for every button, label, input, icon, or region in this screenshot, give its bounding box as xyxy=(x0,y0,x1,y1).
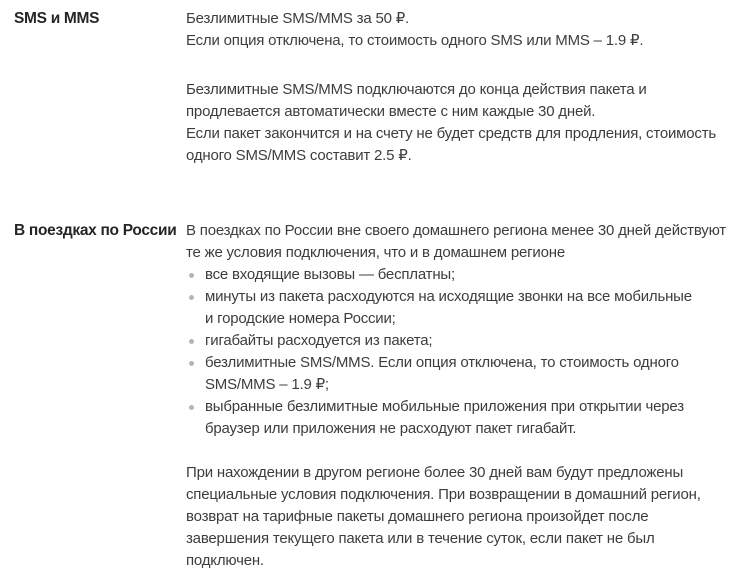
text-line: браузер или приложения не расходуют пакет гигабайт. xyxy=(205,420,577,437)
list-item-gigabytes xyxy=(186,330,741,352)
section-travel-russia xyxy=(0,220,741,572)
text-line: безлимитные SMS/MMS. Если опция отключена, то стоимость одного xyxy=(205,354,679,371)
bullet-text xyxy=(205,286,741,330)
text-line: продлевается автоматически вместе с ним каждые 30 дней. xyxy=(186,103,596,120)
text-line: все входящие вызовы — бесплатны; xyxy=(205,266,455,283)
label-column xyxy=(0,220,186,242)
text-line: Если пакет закончится и на счету не будет средств для продления, стоимость xyxy=(186,125,717,142)
text-line: Если опция отключена, то стоимость одного SMS или MMS – 1.9 ₽. xyxy=(186,32,644,49)
text-line: завершения текущего пакета или в течение суток, если пакет не был xyxy=(186,530,655,547)
content-column xyxy=(186,8,741,167)
text-line: Безлимитные SMS/MMS подключаются до конца действия пакета и xyxy=(186,81,647,98)
bullet-text xyxy=(205,396,741,440)
text-line: специальные условия подключения. При возвращении в домашний регион, xyxy=(186,486,701,503)
bullet-icon xyxy=(189,361,194,366)
list-item-incoming-calls xyxy=(186,264,741,286)
paragraph-sms-price xyxy=(186,8,741,52)
section-label-travel-russia: В поездках по России xyxy=(14,222,177,239)
text-line: подключен. xyxy=(186,552,264,569)
text-line: В поездках по России вне своего домашнего региона менее 30 дней действуют xyxy=(186,222,726,239)
label-column xyxy=(0,8,186,30)
paragraph-travel-intro xyxy=(186,220,741,264)
text-line: При нахождении в другом регионе более 30 дней вам будут предложены xyxy=(186,464,684,481)
text-line: выбранные безлимитные мобильные приложения при открытии через xyxy=(205,398,684,415)
text-line: гигабайты расходуется из пакета; xyxy=(205,332,433,349)
paragraph-other-region xyxy=(186,462,741,572)
bullet-icon xyxy=(189,273,194,278)
text-line: SMS/MMS – 1.9 ₽; xyxy=(205,376,329,393)
content-column xyxy=(186,220,741,572)
section-label-sms-mms: SMS и MMS xyxy=(14,10,100,27)
text-line: минуты из пакета расходуются на исходящие звонки на все мобильные xyxy=(205,288,692,305)
bullet-icon xyxy=(189,295,194,300)
text-line: одного SMS/MMS составит 2.5 ₽. xyxy=(186,147,412,164)
list-item-package-minutes xyxy=(186,286,741,330)
text-line: возврат на тарифные пакеты домашнего региона произойдет после xyxy=(186,508,649,525)
list-item-unlimited-sms xyxy=(186,352,741,396)
bullet-icon xyxy=(189,405,194,410)
section-sms-mms xyxy=(0,8,741,167)
bullet-text xyxy=(205,330,741,352)
list-item-unlimited-apps xyxy=(186,396,741,440)
text-line: те же условия подключения, что и в домашнем регионе xyxy=(186,244,565,261)
text-line: Безлимитные SMS/MMS за 50 ₽. xyxy=(186,10,410,27)
paragraph-sms-renewal xyxy=(186,79,741,167)
text-line: и городские номера России; xyxy=(205,310,396,327)
bullet-text xyxy=(205,352,741,396)
bullet-text xyxy=(205,264,741,286)
bullet-list xyxy=(186,264,741,440)
bullet-icon xyxy=(189,339,194,344)
